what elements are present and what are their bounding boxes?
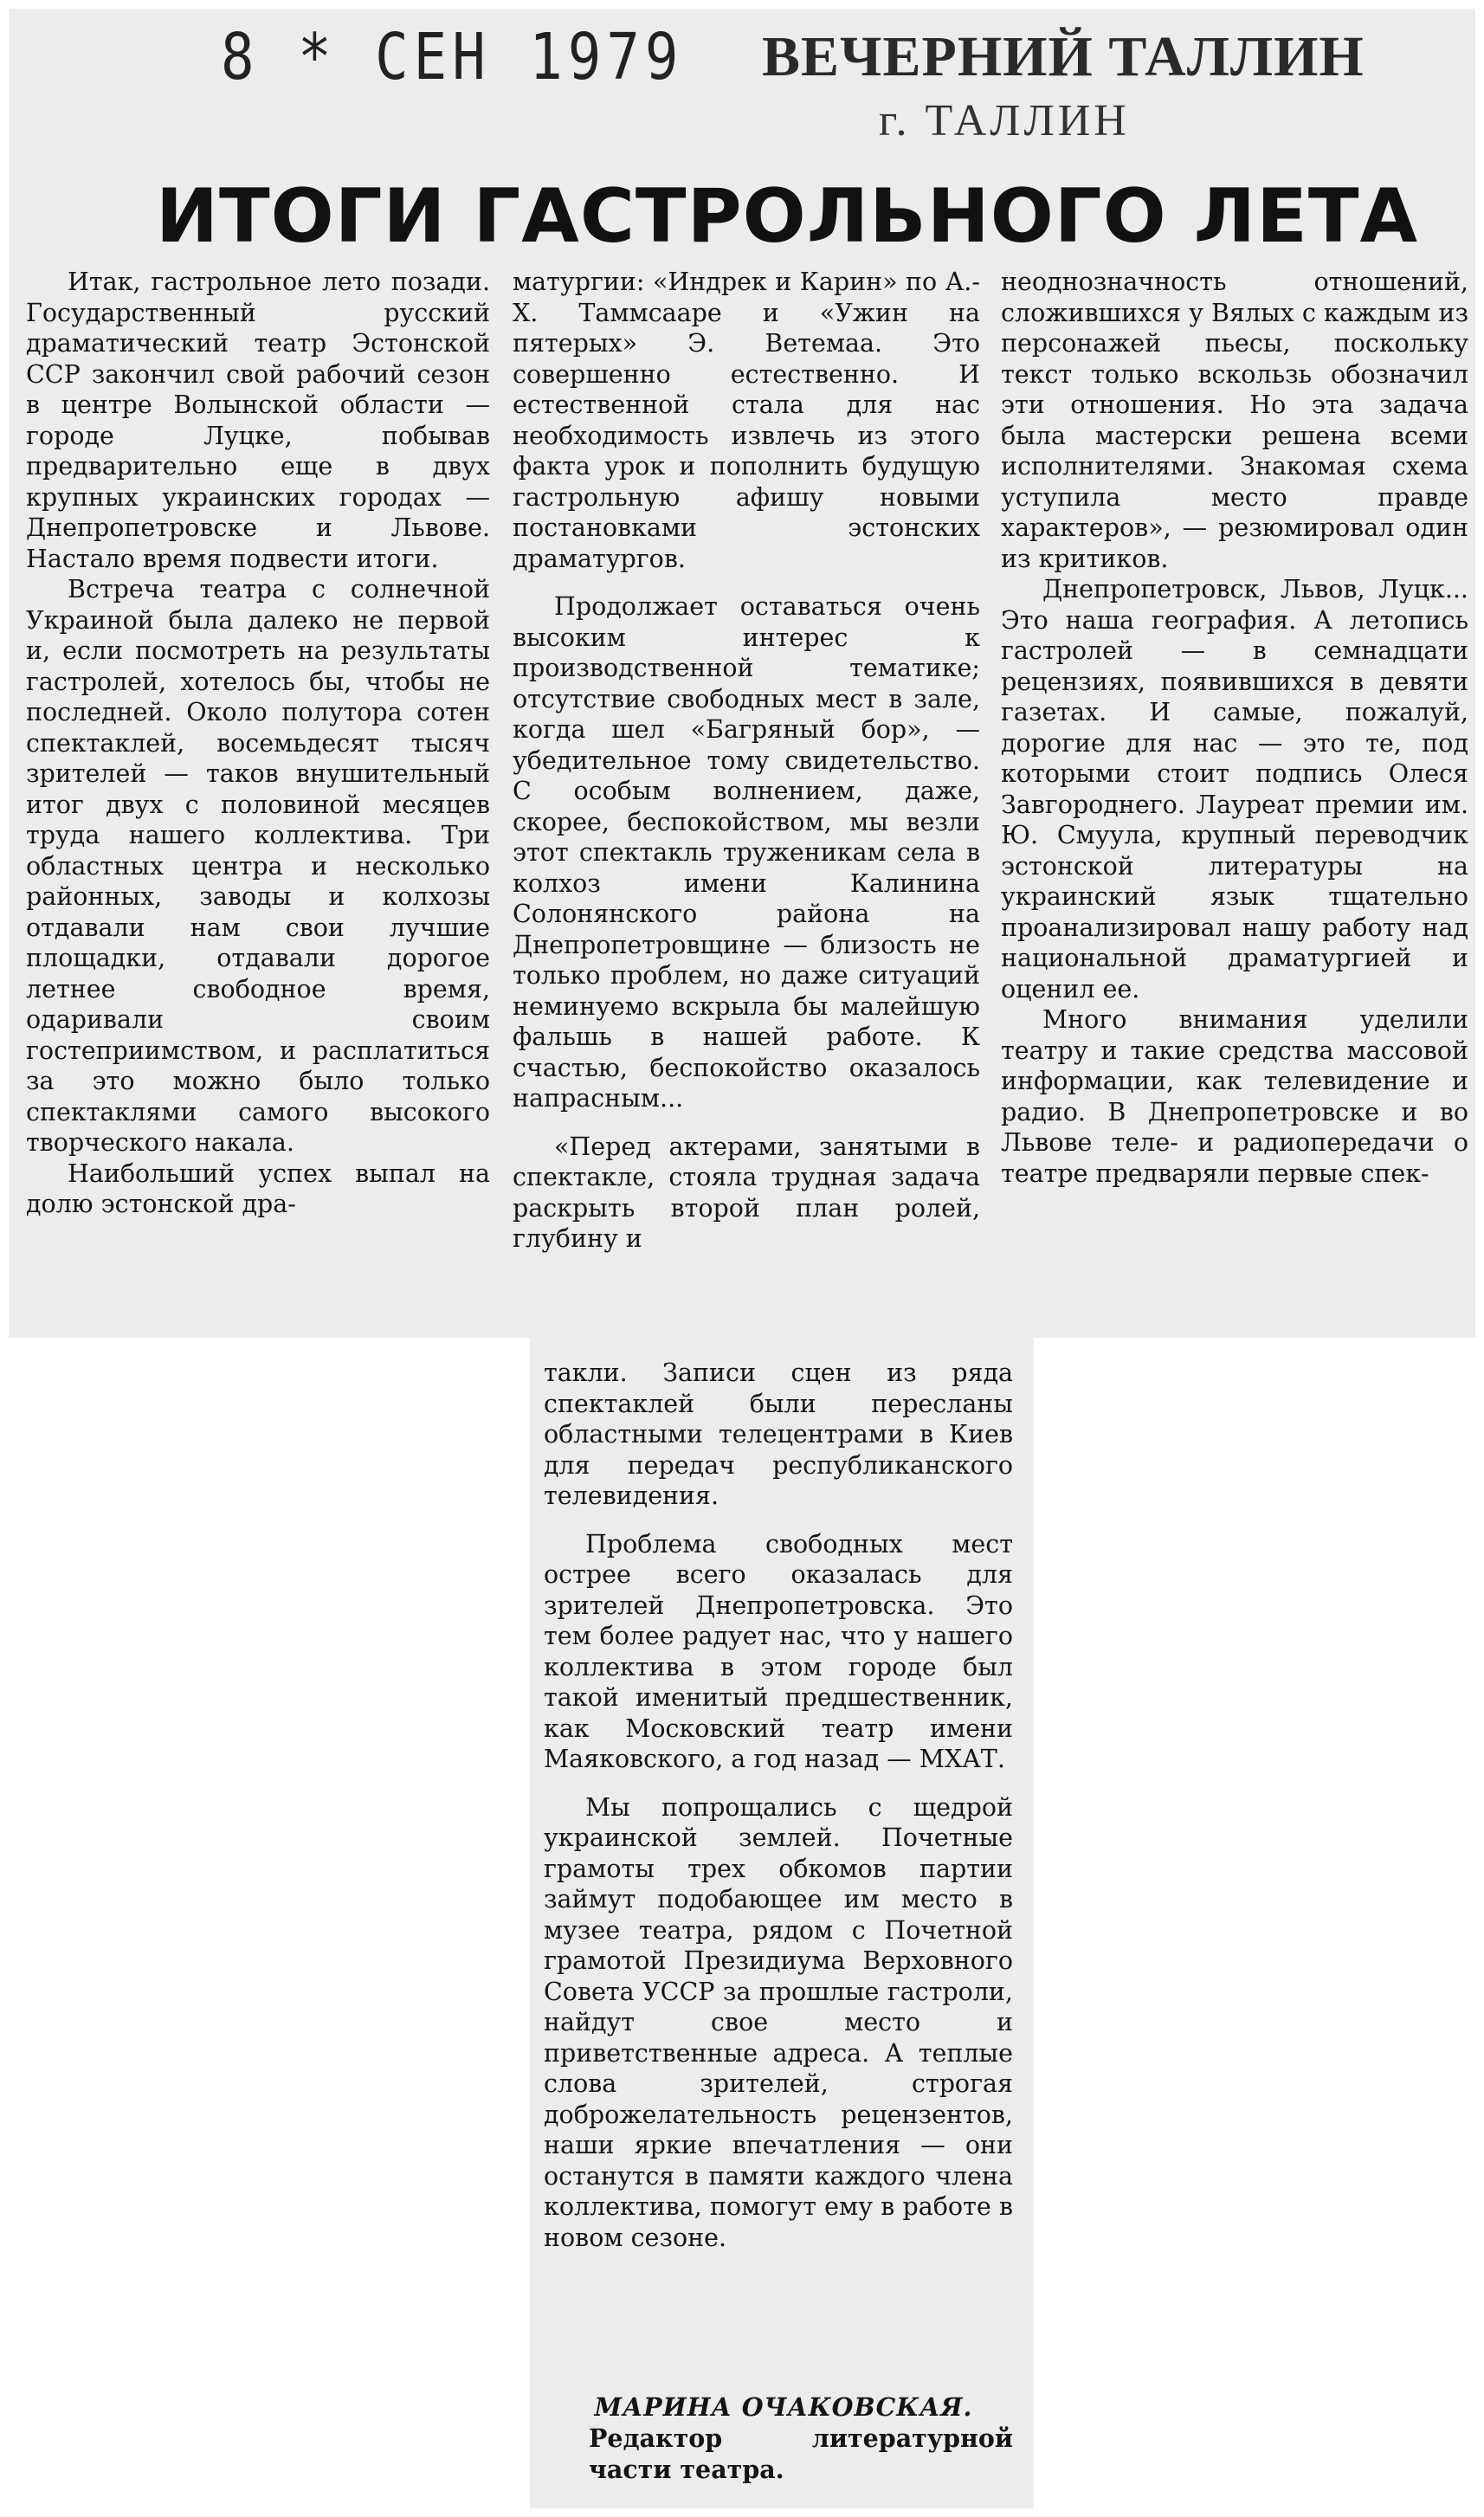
newspaper-stamp: ВЕЧЕРНИЙ ТАЛЛИН (762, 25, 1365, 88)
paragraph: Итак, гастрольное лето позади. Государственный русский драматический театр Эстонской ССР закончил свой рабочий сезон в центре Волынской области — городе Луцке, побывав предварительно еще в двух крупных украинских городах — Днепропетровске и Львове. Настало время подвести итоги. (26, 268, 490, 573)
article-column-1 (26, 267, 490, 1220)
paragraph: Днепропетровск, Львов, Луцк... Это наша география. А летопись гастролей — в семнадцати рецензиях, появившихся в девяти газетах. И самые, пожалуй, дорогие для нас — это те, под которыми стоит подпись Олеся Завгороднего. Лауреат премии им. Ю. Смуула, крупный переводчик эстонской литературы на украинский язык тщательно проанализировал нашу работу над национальной драматургией и оценил ее. (1001, 575, 1468, 1004)
author-role: Редактор литературной части театра. (589, 2423, 1013, 2484)
author-name: МАРИНА ОЧАКОВСКАЯ. (594, 2392, 973, 2422)
paragraph: Много внимания уделили театру и такие средства массовой информации, как телевидение и радио. В Днепропетровске и во Львове теле- и радиопередачи о театре предваряли первые спек- (1001, 1005, 1468, 1188)
date-stamp: 8 * СЕН 1979 (221, 21, 684, 95)
paragraph: неоднозначность отношений, сложившихся у Вялых с каждым из персонажей пьесы, поскольку текст только вскользь обозначил эти отношения. Но эта задача была мастерски решена всеми исполнителями. Знакомая схема уступила место правде характеров», — резюмировал один из критиков. (1001, 268, 1468, 573)
article-column-4 (544, 1358, 1013, 2253)
article-column-2 (513, 267, 980, 1255)
article-title: ИТОГИ ГАСТРОЛЬНОГО ЛЕТА (156, 173, 1419, 260)
author-signature (554, 2391, 1013, 2485)
paragraph: «Перед актерами, занятыми в спектакле, стояла трудная задача раскрыть второй план ролей, глубину и (513, 1132, 980, 1253)
article-column-3 (1001, 267, 1468, 1189)
city-stamp: г. ТАЛЛИН (879, 96, 1130, 145)
paragraph: Продолжает оставаться очень высоким интерес к производственной тематике; отсутствие свободных мест в зале, когда шел «Багряный бор», — убедительное тому свидетельство. С особым волнением, даже, скорее, беспокойством, мы везли этот спектакль труженикам села в колхоз имени Калинина Солонянского района на Днепропетровщине — близость не только проблем, но даже ситуаций неминуемо вскрыла бы малейшую фальшь в нашей работе. К счастью, беспокойство оказалось напрасным... (513, 592, 980, 1113)
paragraph: Наибольший успех выпал на долю эстонской дра- (26, 1158, 490, 1218)
paragraph: Проблема свободных мест острее всего оказалась для зрителей Днепропетровска. Это тем более радует нас, что у нашего коллектива в этом городе был такой именитый предшественник, как Московский театр имени Маяковского, а год назад — МХАТ. (544, 1529, 1013, 1773)
paragraph: матургии: «Индрек и Карин» по А.-Х. Таммсааре и «Ужин на пятерых» Э. Ветемаа. Это совершенно естественно. И естественной стала для нас необходимость извлечь из этого факта урок и пополнить будущую гастрольную афишу новыми постановками эстонских драматургов. (513, 268, 980, 573)
paragraph: Мы попрощались с щедрой украинской землей. Почетные грамоты трех обкомов партии займут подобающее им место в музее театра, рядом с Почетной грамотой Президиума Верховного Совета УССР за прошлые гастроли, найдут свое место и приветственные адреса. А теплые слова зрителей, строгая доброжелательность рецензентов, наши яркие впечатления — они останутся в памяти каждого члена коллектива, помогут ему в работе в новом сезоне. (544, 1792, 1013, 2252)
paragraph: такли. Записи сцен из ряда спектаклей были пересланы областными телецентрами в Киев для передач республиканского телевидения. (544, 1359, 1013, 1510)
paragraph: Встреча театра с солнечной Украиной была далеко не первой и, если посмотреть на результаты гастролей, хотелось бы, чтобы не последней. Около полутора сотен спектаклей, восемьдесят тысяч зрителей — таков внушительный итог двух с половиной месяцев труда нашего коллектива. Три областных центра и несколько районных, заводы и колхозы отдавали нам свои лучшие площадки, отдавали дорогое летнее свободное время, одаривали своим гостеприимством, и расплатиться за это можно было только спектаклями самого высокого творческого накала. (26, 575, 490, 1157)
